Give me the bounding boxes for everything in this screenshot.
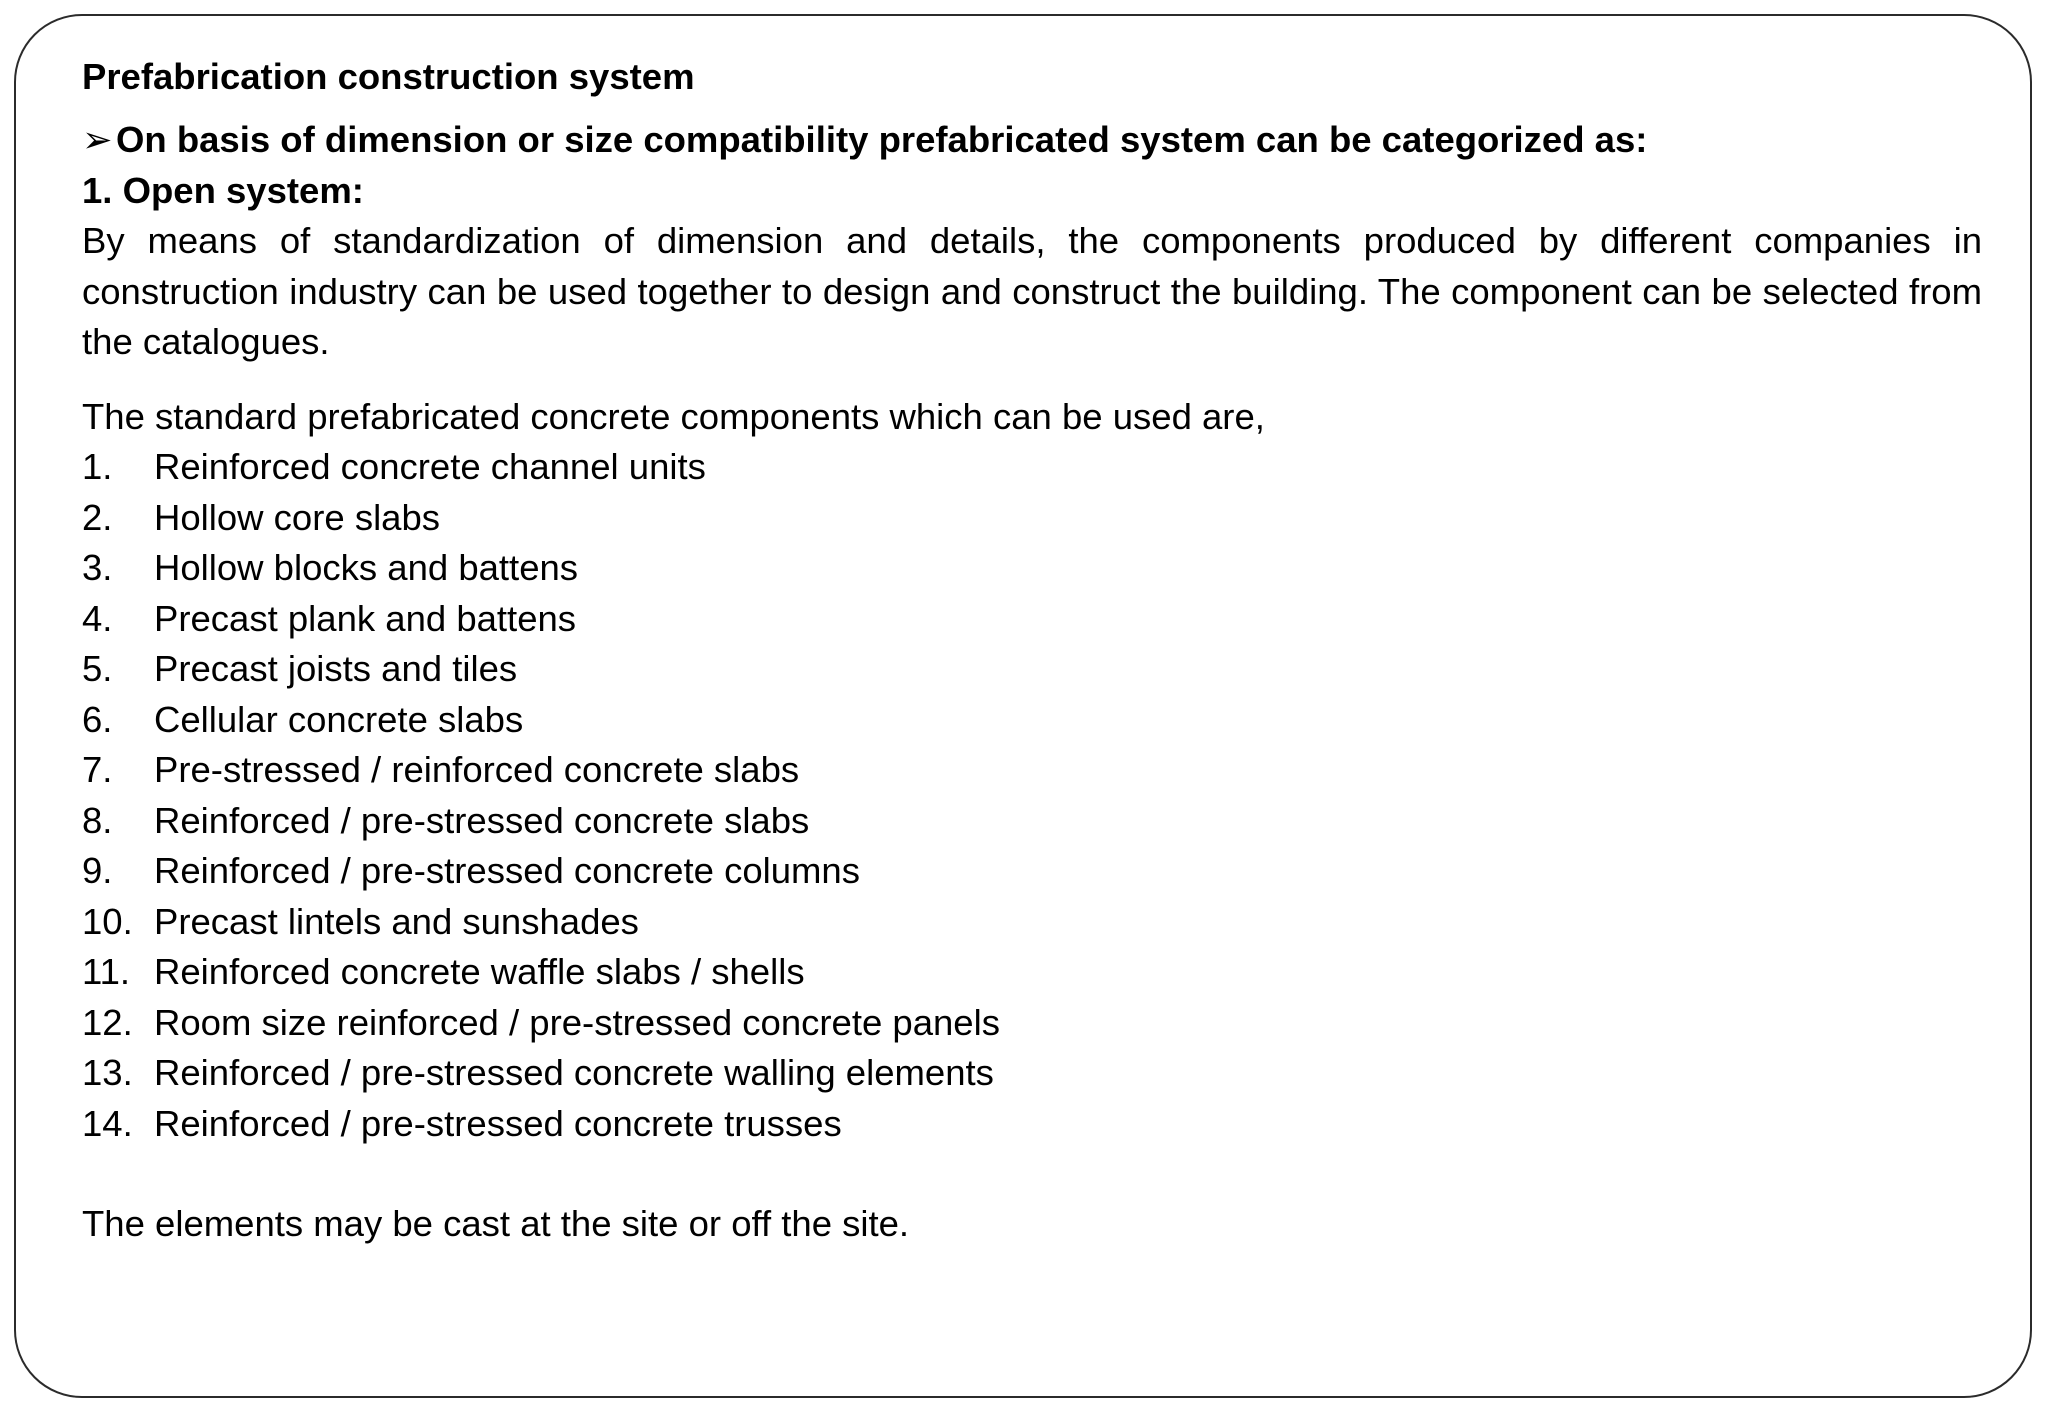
list-item	[82, 543, 1982, 594]
arrow-bullet-icon: ➢	[82, 119, 113, 160]
list-item	[82, 1048, 1982, 1099]
list-item-number: 8.	[82, 799, 113, 841]
list-item-number: 11.	[82, 951, 131, 992]
list-item-text: Reinforced / pre-stressed concrete trusses	[154, 1102, 842, 1144]
list-item	[82, 998, 1982, 1049]
list-item-text: Reinforced concrete waffle slabs / shells	[154, 951, 805, 992]
list-item-text: Precast plank and battens	[154, 597, 577, 639]
list-item-text: Reinforced / pre-stressed concrete slabs	[154, 799, 810, 841]
list-item-text: Reinforced concrete channel units	[154, 446, 706, 487]
section-title: 1. Open system:	[82, 169, 364, 211]
list-item-text: Reinforced / pre-stressed concrete columns	[154, 850, 860, 891]
list-item-number: 7.	[82, 749, 113, 790]
list-item-text: Hollow blocks and battens	[154, 547, 579, 588]
list-item	[82, 796, 1982, 847]
list-item	[82, 644, 1982, 695]
list-item-text: Reinforced / pre-stressed concrete walling elements	[154, 1052, 994, 1093]
list-item-text: Precast joists and tiles	[154, 648, 518, 689]
component-list	[82, 442, 1982, 1149]
list-item-number: 3.	[82, 547, 113, 588]
list-item	[82, 846, 1982, 897]
list-item-number: 1.	[82, 446, 113, 487]
list-item-number: 13.	[82, 1052, 133, 1093]
closing-text: The elements may be cast at the site or off the site.	[82, 1203, 910, 1244]
list-item	[82, 1099, 1982, 1150]
list-item-number: 9.	[82, 850, 113, 891]
list-item	[82, 493, 1982, 544]
list-item-text: Cellular concrete slabs	[154, 698, 524, 740]
spacer	[82, 368, 1982, 392]
list-item-number: 5.	[82, 648, 113, 689]
list-item	[82, 442, 1982, 493]
list-item-number: 6.	[82, 698, 113, 740]
list-item-number: 4.	[82, 597, 113, 639]
list-item-text: Hollow core slabs	[154, 496, 441, 538]
list-intro: The standard prefabricated concrete components which can be used are,	[82, 395, 1265, 437]
description-paragraph: By means of standardization of dimension and details, the components produced by different companies in construction industry can be used together to design and construct the building. The component can be selected from the catalogues.	[82, 220, 1982, 362]
list-item	[82, 947, 1982, 998]
list-item-text: Pre-stressed / reinforced concrete slabs	[154, 749, 800, 790]
list-item-number: 10.	[82, 900, 133, 942]
list-item	[82, 745, 1982, 796]
subtitle-bullet	[82, 115, 1982, 166]
subtitle-text: On basis of dimension or size compatibility prefabricated system can be categorized as:	[116, 119, 1648, 160]
list-item-number: 14.	[82, 1102, 133, 1144]
list-item-text: Room size reinforced / pre-stressed concrete panels	[154, 1001, 1000, 1043]
list-item-text: Precast lintels and sunshades	[154, 900, 639, 942]
list-item-number: 2.	[82, 496, 113, 538]
list-item	[82, 897, 1982, 948]
slide-content	[82, 52, 1982, 1250]
list-item-number: 12.	[82, 1001, 133, 1043]
spacer	[82, 1149, 1982, 1199]
list-item	[82, 695, 1982, 746]
list-item	[82, 594, 1982, 645]
slide-title: Prefabrication construction system	[82, 56, 695, 97]
